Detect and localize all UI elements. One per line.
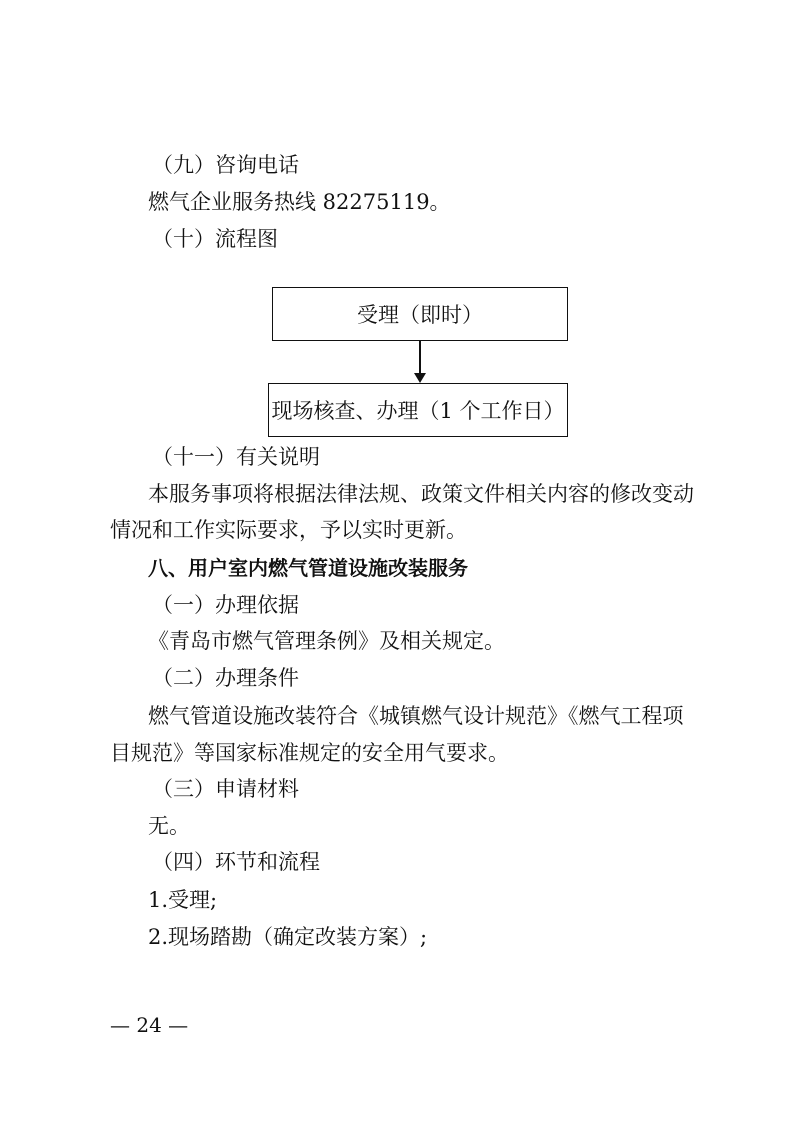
flowchart-step-inspect-label: 现场核查、办理（1 个工作日） [271, 399, 565, 423]
sec11-text-line1: 本服务事项将根据法律法规、政策文件相关内容的修改变动 [148, 482, 694, 506]
c8-sec2-text-line1: 燃气管道设施改装符合《城镇燃气设计规范》《燃气工程项 [148, 704, 684, 728]
c8-sec4-heading: （四）环节和流程 [152, 850, 320, 874]
flowchart-step-accept-label: 受理（即时） [357, 303, 483, 327]
c8-sec4-step2: 2.现场踏勘（确定改装方案）; [148, 925, 428, 949]
flowchart-arrow-head [414, 373, 426, 383]
c8-sec1-heading: （一）办理依据 [152, 593, 299, 617]
page-number: — 24 — [110, 1013, 189, 1037]
chapter8-title: 八、用户室内燃气管道设施改装服务 [148, 556, 468, 580]
sec9-text: 燃气企业服务热线 82275119。 [148, 190, 451, 214]
sec10-heading: （十）流程图 [152, 227, 278, 251]
c8-sec3-heading: （三）申请材料 [152, 777, 299, 801]
c8-sec4-step1: 1.受理; [148, 888, 218, 912]
flowchart-step-inspect [268, 383, 568, 437]
sec11-heading: （十一）有关说明 [152, 445, 320, 469]
c8-sec2-heading: （二）办理条件 [152, 666, 299, 690]
sec9-heading: （九）咨询电话 [152, 153, 299, 177]
flowchart-arrow-shaft [419, 341, 421, 375]
flowchart-step-accept [272, 287, 568, 341]
c8-sec1-text: 《青岛市燃气管理条例》及相关规定。 [148, 629, 505, 653]
c8-sec3-text: 无。 [148, 814, 190, 838]
sec11-text-line2: 情况和工作实际要求，予以实时更新。 [110, 518, 467, 542]
c8-sec2-text-line2: 目规范》等国家标准规定的安全用气要求。 [110, 741, 509, 765]
